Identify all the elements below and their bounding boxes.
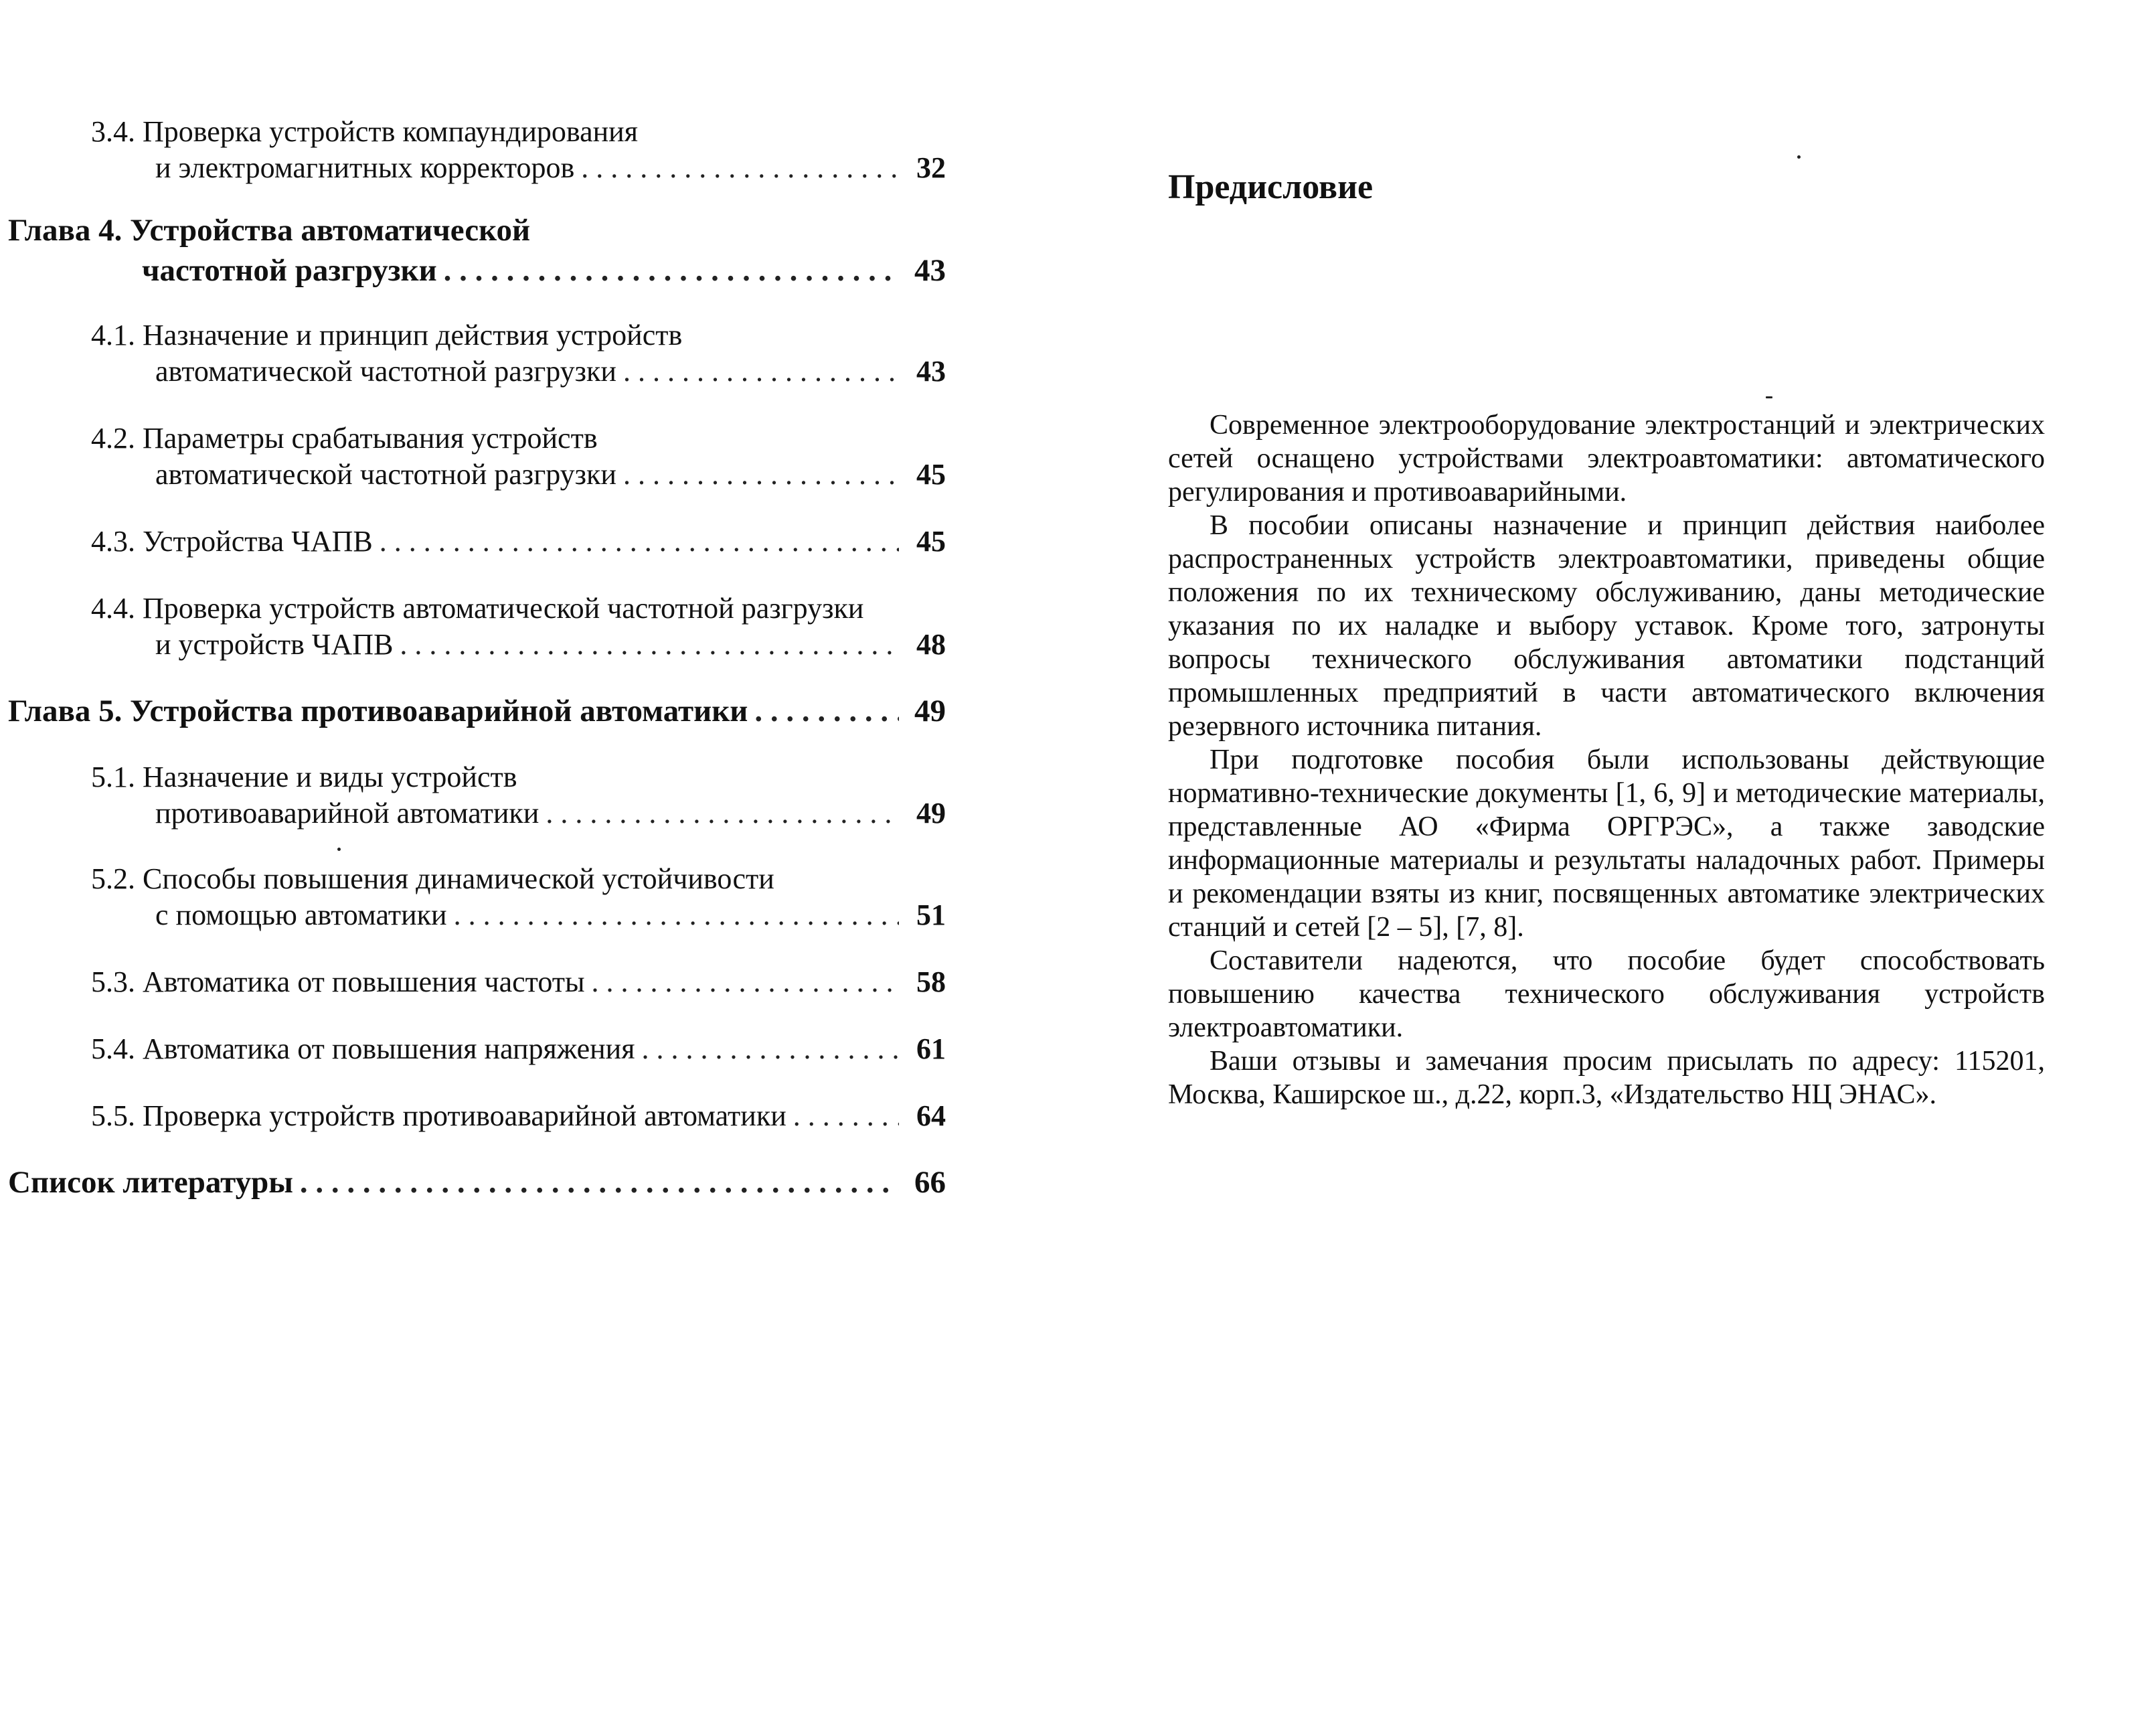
scan-speck [1766, 396, 1772, 398]
toc-leader-dots [454, 897, 899, 933]
toc-entry-title: 4.4. Проверка устройств автоматической частотной разгрузки [91, 592, 864, 625]
toc-leader-dots [623, 354, 899, 390]
toc-entry[interactable] [12, 1031, 946, 1067]
scan-speck [1797, 155, 1801, 159]
toc-leader-dots [380, 524, 899, 560]
toc-entry-title: автоматической частотной разгрузки [155, 458, 616, 491]
preface-paragraph: Современное электрооборудование электростанций и электрических сетей оснащено устройствами электроавтоматики: автоматического регулирования и противоаварийными. [1168, 410, 2045, 507]
toc-page-number: 43 [914, 253, 946, 288]
toc-leader-dots [641, 1031, 899, 1067]
toc-page-number: 43 [916, 355, 946, 388]
toc-entry-title: 4.1. Назначение и принцип действия устройств [91, 319, 683, 351]
toc-entry-title: с помощью автоматики [155, 898, 447, 931]
toc-page-number: 32 [916, 151, 946, 184]
preface-title: Предисловие [1168, 168, 1374, 206]
toc-page-number: 45 [916, 525, 946, 558]
preface-paragraph: В пособии описаны назначение и принцип действия наиболее распространенных устройств электроавтоматики, приведены общие положения по их техническому обслуживанию, даны методические указания по их наладке и выбору уставок. Кроме того, затронуты вопросы технического обслуживания автоматики подстанций промышленных предприятий в части автоматического включения резервного источника питания. [1168, 510, 2045, 742]
toc-page-number: 48 [916, 628, 946, 661]
toc-leader-dots [754, 691, 899, 731]
toc-chapter-title: Список литературы [8, 1165, 293, 1200]
toc-chapter-title: частотной разгрузки [142, 253, 437, 288]
preface-paragraph: Ваши отзывы и замечания просим присылать по адресу: 115201, Москва, Каширское ш., д.22, корп.3, «Издательство НЦ ЭНАС». [1168, 1046, 2045, 1110]
table-of-contents [8, 114, 946, 1202]
toc-entry[interactable] [12, 759, 946, 832]
toc-leader-dots [592, 964, 899, 1000]
toc-page-number: 49 [914, 694, 946, 728]
toc-chapter-title: Глава 5. Устройства противоаварийной автоматики [8, 694, 748, 728]
toc-entry[interactable] [12, 420, 946, 493]
toc-page-number: 66 [914, 1165, 946, 1200]
toc-entry-title: 5.1. Назначение и виды устройств [91, 761, 517, 793]
toc-entry[interactable] [12, 861, 946, 933]
toc-leader-dots [623, 457, 899, 493]
scan-speck [337, 848, 341, 851]
toc-entry-title: 5.5. Проверка устройств противоаварийной автоматики [91, 1099, 786, 1132]
toc-leader-dots [444, 250, 899, 291]
toc-entry-title: противоаварийной автоматики [155, 797, 540, 830]
toc-entry-title: 3.4. Проверка устройств компаундирования [91, 115, 638, 148]
preface-body [1168, 408, 2045, 1111]
toc-entry-title: 5.3. Автоматика от повышения частоты [91, 965, 585, 998]
toc-page-number: 64 [916, 1099, 946, 1132]
preface-paragraph: При подготовке пособия были использованы действующие нормативно-технические документы [1, 6, 9] и методические материалы, представленные АО «Фирма ОРГРЭС», а также заводские информационные материалы и результаты наладочных работ. Примеры и рекомендации взяты из книг, посвященных автоматике электрических станций и сетей [2 – 5], [7, 8]. [1168, 745, 2045, 943]
toc-chapter-title: Глава 4. Устройства автоматической [8, 213, 531, 248]
toc-entry[interactable] [12, 317, 946, 390]
toc-page-number: 51 [916, 898, 946, 931]
toc-entry-title: автоматической частотной разгрузки [155, 355, 616, 388]
toc-entry-title: и устройств ЧАПВ [155, 628, 394, 661]
toc-page-number: 49 [916, 797, 946, 830]
toc-leader-dots [581, 150, 899, 186]
toc-entry-title: 4.2. Параметры срабатывания устройств [91, 422, 598, 455]
toc-page-number: 45 [916, 458, 946, 491]
toc-chapter[interactable] [8, 1162, 946, 1202]
preface-page [1168, 167, 2045, 1110]
toc-leader-dots [546, 795, 899, 832]
toc-page-number: 58 [916, 965, 946, 998]
toc-entry-title: 5.4. Автоматика от повышения напряжения [91, 1032, 635, 1065]
toc-entry[interactable] [12, 524, 946, 560]
toc-leader-dots [793, 1098, 899, 1134]
toc-leader-dots [400, 627, 899, 663]
toc-entry-title: 5.2. Способы повышения динамической устойчивости [91, 862, 774, 895]
toc-entry[interactable] [12, 964, 946, 1000]
preface-paragraph: Составители надеются, что пособие будет способствовать повышению качества технического обслуживания устройств электроавтоматики. [1168, 945, 2045, 1043]
toc-entry-title: и электромагнитных корректоров [155, 151, 575, 184]
toc-page-number: 61 [916, 1032, 946, 1065]
toc-entry-title: 4.3. Устройства ЧАПВ [91, 525, 373, 558]
toc-entry[interactable] [12, 591, 946, 663]
toc-entry[interactable] [12, 1098, 946, 1134]
toc-entry[interactable] [12, 114, 946, 186]
toc-chapter[interactable] [8, 210, 946, 291]
toc-leader-dots [300, 1162, 899, 1202]
toc-chapter[interactable] [8, 691, 946, 731]
